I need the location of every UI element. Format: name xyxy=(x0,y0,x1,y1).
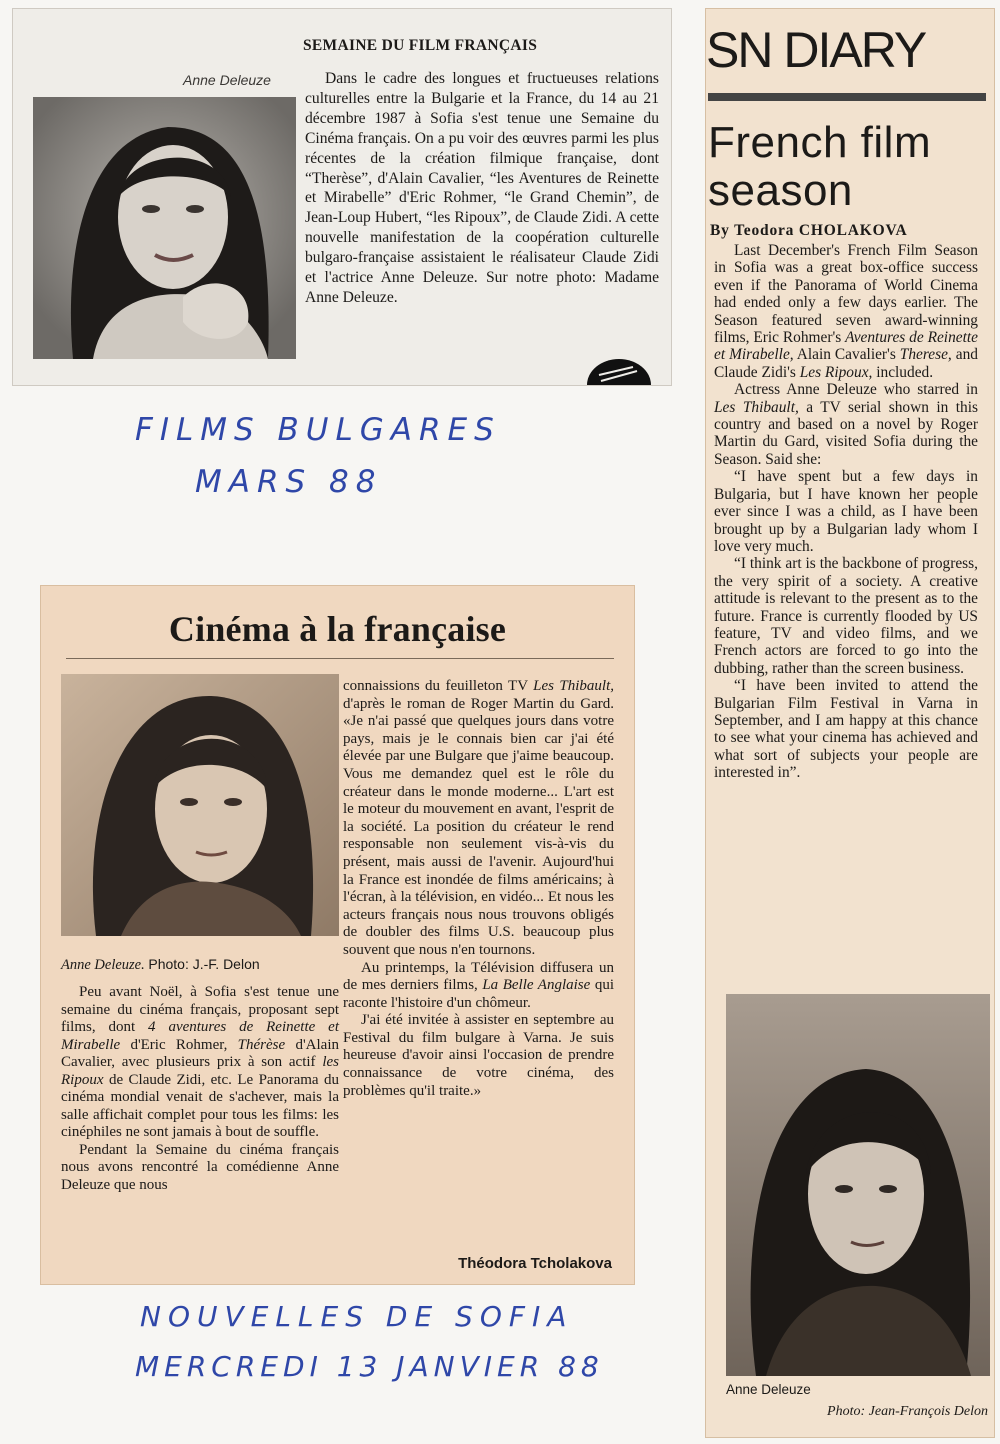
text: d'après le roman de Roger Martin du Gard. «Je n'ai passé que quelques jours dans votre pays, mais je le connais bien car j'ai été élevée par une Bulgare que j'aime beaucoup. Vous me demandez quel est le rôle du créateur dans le monde moderne... L'art est le moteur du mouvement en avant, l'esprit de la société. La position du créateur le rend responsable non seulement vis-à-vis du présent, mais aussi de l'avenir. Aujourd'hui la France est inondée de films américains; à l'écran, à la télévision, en vidéo... Et nous les acteurs français nous nous trouvons obligés de doubler des films U.S. beaucoup plus souvent que nous n'en tournons. xyxy=(343,695,614,958)
headline xyxy=(708,119,931,215)
headline-line: season xyxy=(708,166,853,215)
series-title: Les Thibault, xyxy=(533,678,614,694)
handwritten-note-date: MERCREDI 13 JANVIER 88 xyxy=(135,1350,604,1383)
article-body xyxy=(714,242,978,782)
clipping-sn-diary xyxy=(705,8,995,1438)
caption-photo-credit: Photo: J.-F. Delon xyxy=(148,956,260,972)
handwritten-note-mars-88: MARS 88 xyxy=(195,464,383,500)
photo-credit: Photo: Jean-François Delon xyxy=(827,1404,988,1419)
handwritten-note-nouvelles-de-sofia: NOUVELLES DE SOFIA xyxy=(140,1300,574,1333)
text: a TV serial shown in this country and based on a novel by Roger Martin du Gard, visited Sofia during the Season. Said she: xyxy=(714,398,978,468)
newspaper-logo-icon xyxy=(587,359,651,385)
portrait-photo xyxy=(726,994,990,1376)
paragraph xyxy=(714,381,978,468)
photo-credit: Anne Deleuze xyxy=(183,72,271,88)
series-title: Les Thibault, xyxy=(714,398,799,416)
portrait-photo xyxy=(61,674,339,936)
article-body: Dans le cadre des longues et fructueuses relations culturelles entre la Bulgarie et la France, du 14 au 21 décembre 1987 à Sofia s'est tenue une Semaine du Cinéma français. On a pu voir des œuvres parmi les plus récentes de la création filmique française, dont “Therèse”, d'Alain Cavalier, “les Aventures de Reinette et Mirabelle” d'Eric Rohmer, “le Grand Chemin”, de Jean-Loup Hubert, “les Ripoux”, de Claude Zidi. A cette nouvelle manifestation de la coopération culturelle bulgaro-française assistaient le réalisateur Claude Zidi et l'actrice Anne Deleuze. Sur notre photo: Madame Anne Deleuze. xyxy=(305,70,659,306)
text: Actress Anne Deleuze who starred in xyxy=(734,381,978,399)
paragraph: “I think art is the backbone of progress, the very spirit of a society. A creative attitude is relevant to the present as to the future. France is currently flooded by US feature, TV and video films, and we French actors are forced to go into the dubbing, rather than the screen business. xyxy=(714,555,978,677)
text: Peu avant Noël, à Sofia s'est tenue une semaine du cinéma français, proposant sept films, dont xyxy=(61,984,339,1035)
headline-line: French film xyxy=(708,118,932,167)
handwritten-note-films-bulgares: FILMS BULGARES xyxy=(135,412,501,448)
caption-name: Anne Deleuze. xyxy=(61,957,145,973)
title-rule xyxy=(66,658,614,659)
text: Au printemps, la Télévision diffusera un de mes derniers films, xyxy=(343,959,614,994)
paragraph xyxy=(343,960,614,1013)
film-title: Les Ripoux, xyxy=(799,363,873,381)
paragraph: J'ai été invitée à assister en septembre au Festival du film bulgare à Varna. Je suis heureuse d'avoir ainsi l'occasion de prendre connaissance de votre cinéma, des problèmes qu'il traite.» xyxy=(343,1012,614,1099)
text: d'Eric Rohmer, xyxy=(120,1036,238,1053)
text: qui raconte l'histoire d'un chômeur. xyxy=(343,977,614,1011)
paragraph: “I have spent but a few days in Bulgaria, but I have known her people ever since I was a child, as I have been brought up by a Bulgarian lady whom I love very much. xyxy=(714,468,978,555)
film-title: Aventures de Reinette et Mirabelle, xyxy=(714,329,978,364)
text: connaissions du feuilleton TV xyxy=(343,678,534,694)
film-title: 4 aventures de Reinette et Mirabelle xyxy=(61,1019,339,1053)
paragraph: Pendant la Semaine du cinéma français nous avons rencontré la comédienne Anne Deleuze que nous xyxy=(61,1141,339,1193)
text: Last December's French Film Season in Sofia was a great box-office success even if the Panorama of World Cinema had ended only a few days earlier. The Season featured seven award-winning films, Eric Rohmer's xyxy=(714,242,978,347)
article-title: SEMAINE DU FILM FRANÇAIS xyxy=(303,37,538,54)
film-title: Thérèse xyxy=(237,1036,286,1053)
article-title: Cinéma à la française xyxy=(168,609,507,649)
text: included. xyxy=(872,363,934,381)
photo-caption xyxy=(61,956,260,974)
author-signature: Théodora Tcholakova xyxy=(458,1255,612,1272)
text: and Claude Zidi's xyxy=(714,346,978,381)
film-title: La Belle Anglaise xyxy=(482,977,591,994)
article-column-right xyxy=(343,678,614,1100)
article-column-left xyxy=(61,984,339,1194)
masthead-rule xyxy=(708,93,986,101)
paragraph: “I have been invited to attend the Bulgarian Film Festival in Varna in September, and I am happy at this chance to see what your cinema has achieved and what sort of subjects your people are interested in”. xyxy=(714,677,978,782)
clipping-semaine-du-film xyxy=(12,8,672,386)
clipping-cinema-a-la-francaise xyxy=(40,585,635,1285)
text: Alain Cavalier's xyxy=(793,346,900,364)
paragraph xyxy=(61,984,339,1142)
photo-caption: Anne Deleuze xyxy=(726,1382,811,1397)
byline: By Teodora CHOLAKOVA xyxy=(710,222,908,239)
film-title: les Ripoux xyxy=(61,1054,339,1088)
paragraph xyxy=(343,678,614,960)
text: de Claude Zidi, etc. Le Panorama du cinéma mondial venait de s'achever, mais la salle affichait complet pour tous les films: les cinéphiles ne sont jamais à bout de souffle. xyxy=(61,1071,339,1140)
portrait-photo xyxy=(33,97,296,359)
paragraph xyxy=(714,242,978,381)
text: d'Alain Cavalier, avec plusieurs prix à son actif xyxy=(61,1036,339,1070)
masthead: SN DIARY xyxy=(706,22,926,78)
film-title: Therese, xyxy=(899,346,952,364)
